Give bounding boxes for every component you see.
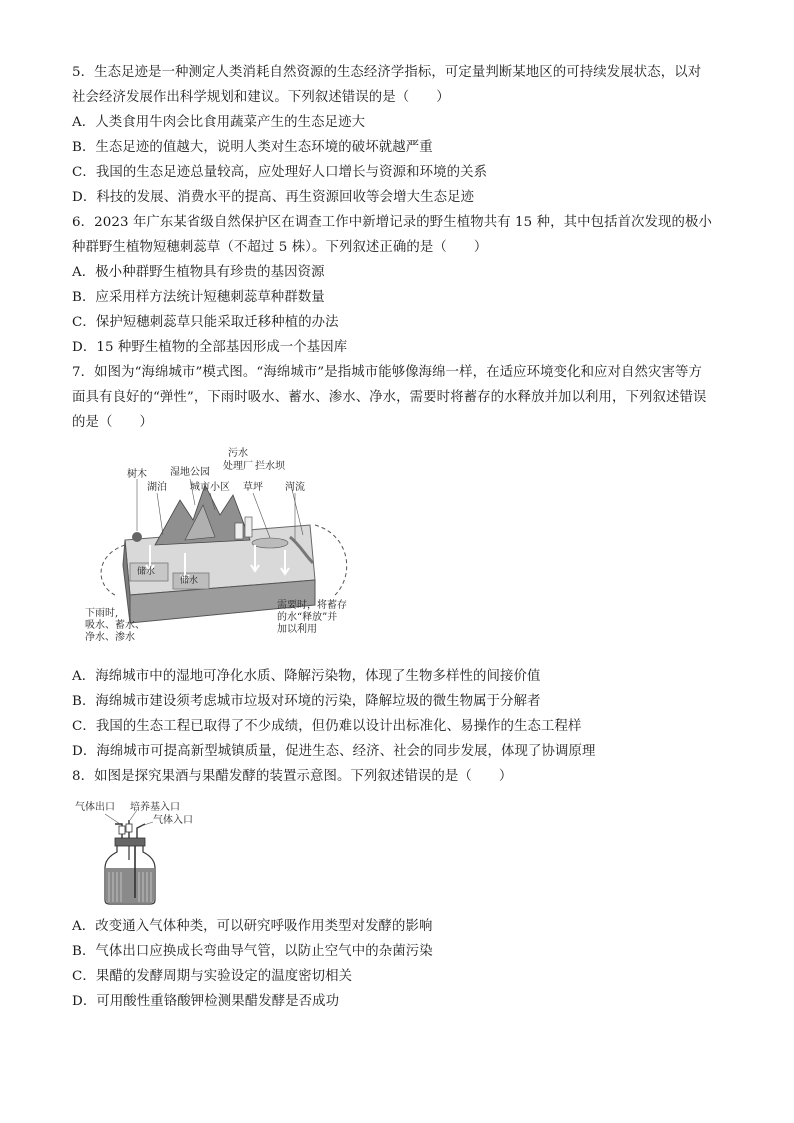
building-2	[245, 517, 252, 537]
q5-option-a: A．人类食用牛肉会比食用蔬菜产生的生态足迹大	[72, 115, 366, 130]
q7-stem-line-2: 面具有良好的“弹性”，下雨时吸水、蓄水、渗水、净水，需要时将蓄存的水释放并加以利用，下列叙述错误	[72, 390, 707, 405]
clip-2	[126, 824, 132, 832]
leader-lake	[157, 493, 163, 535]
leader-gas-inlet	[141, 822, 153, 826]
label-dam: 拦水坝	[255, 461, 285, 472]
rain-note-line-3: 净水、渗水	[85, 632, 135, 643]
q7-option-a: A．海绵城市中的湿地可净化水质、降解污染物，体现了生物多样性的间接价值	[72, 669, 541, 684]
q7-option-d: D．海绵城市可提高新型城镇质量，促进生态、经济、社会的同步发展，体现了协调原理	[72, 744, 596, 759]
label-tree: 树木	[127, 469, 147, 480]
loop-left	[101, 545, 125, 595]
release-note-line-1: 需要时，将蓄存	[277, 600, 347, 611]
label-river: 河流	[285, 482, 305, 493]
label-storage-2: 储水	[180, 576, 199, 586]
label-community: 城市小区	[190, 482, 230, 493]
q7-stem-line-1: 7．如图为“海绵城市”模式图。“海绵城市”是指城市能够像海绵一样，在适应环境变化和应对自然灾害等方	[72, 365, 702, 380]
q5-stem-line-2: 社会经济发展作出科学规划和建议。下列叙述错误的是（ ）	[72, 90, 450, 105]
label-wetland-park: 湿地公园	[170, 467, 210, 478]
q5-option-c: C．我国的生态足迹总量较高，应处理好人口增长与资源和环境的关系	[72, 165, 488, 180]
building-1	[235, 523, 243, 539]
q8-stem: 8．如图是探究果酒与果醋发酵的装置示意图。下列叙述错误的是（ ）	[72, 769, 513, 784]
label-lake: 湖泊	[147, 482, 167, 493]
gas-inlet-tube-top	[137, 824, 145, 838]
leader-gas-outlet	[105, 814, 120, 824]
loop-right	[315, 525, 347, 595]
label-storage-1: 储水	[137, 567, 156, 577]
q5-option-b: B．生态足迹的值越大，说明人类对生态环境的破坏就越严重	[72, 140, 433, 155]
q6-stem-line-1: 6．2023 年广东某省级自然保护区在调查工作中新增记录的野生植物共有 15 种，其中包括首次发现的极小	[72, 215, 713, 230]
fermenter-diagram	[75, 802, 215, 907]
q7-stem-line-3: 的是（ ）	[72, 415, 153, 430]
sponge-city-figure	[85, 445, 365, 655]
lawn-shape	[252, 538, 288, 548]
tree-shape	[132, 532, 142, 542]
q5-stem-line-1: 5．生态足迹是一种测定人类消耗自然资源的生态经济学指标，可定量判断某地区的可持续发展状态，以对	[72, 65, 702, 80]
label-gas-outlet: 气体出口	[75, 802, 115, 813]
q7-option-b: B．海绵城市建设须考虑城市垃圾对环境的污染，降解垃圾的微生物属于分解者	[72, 694, 541, 709]
q6-option-d: D．15 种野生植物的全部基因形成一个基因库	[72, 340, 348, 355]
q7-option-c: C．我国的生态工程已取得了不少成绩，但仍难以设计出标准化、易操作的生态工程样	[72, 719, 582, 734]
release-note-line-2: 的水“释放”并	[277, 612, 338, 623]
stopper	[115, 838, 145, 846]
clip-1	[119, 826, 125, 834]
label-lawn: 草坪	[243, 482, 263, 493]
label-gas-inlet: 气体入口	[153, 815, 193, 826]
q8-option-d: D．可用酸性重铬酸钾检测果醋发酵是否成功	[72, 994, 340, 1009]
release-note-line-3: 加以利用	[277, 624, 317, 635]
q8-option-c: C．果醋的发酵周期与实验设定的温度密切相关	[72, 969, 353, 984]
rain-note-line-2: 吸水、蓄水、	[85, 620, 145, 631]
q8-option-b: B．气体出口应换成长弯曲导气管，以防止空气中的杂菌污染	[72, 944, 433, 959]
q6-stem-line-2: 种群野生植物短穗刺蕊草（不超过 5 株）。下列叙述正确的是（ ）	[72, 240, 488, 255]
label-sewage: 污水	[228, 448, 248, 459]
q6-option-c: C．保护短穗刺蕊草只能采取迁移种植的办法	[72, 315, 339, 330]
q8-option-a: A．改变通入气体种类，可以研究呼吸作用类型对发酵的影响	[72, 919, 433, 934]
q6-option-b: B．应采用样方法统计短穗刺蕊草种群数量	[72, 290, 325, 305]
q5-option-d: D．科技的发展、消费水平的提高、再生资源回收等会增大生态足迹	[72, 190, 475, 205]
label-treatment-plant: 处理厂	[223, 461, 253, 472]
rain-note-line-1: 下雨时,	[85, 608, 119, 619]
q6-option-a: A．极小种群野生植物具有珍贵的基因资源	[72, 265, 325, 280]
label-medium-inlet: 培养基入口	[130, 802, 180, 813]
fermenter-figure	[75, 802, 215, 907]
